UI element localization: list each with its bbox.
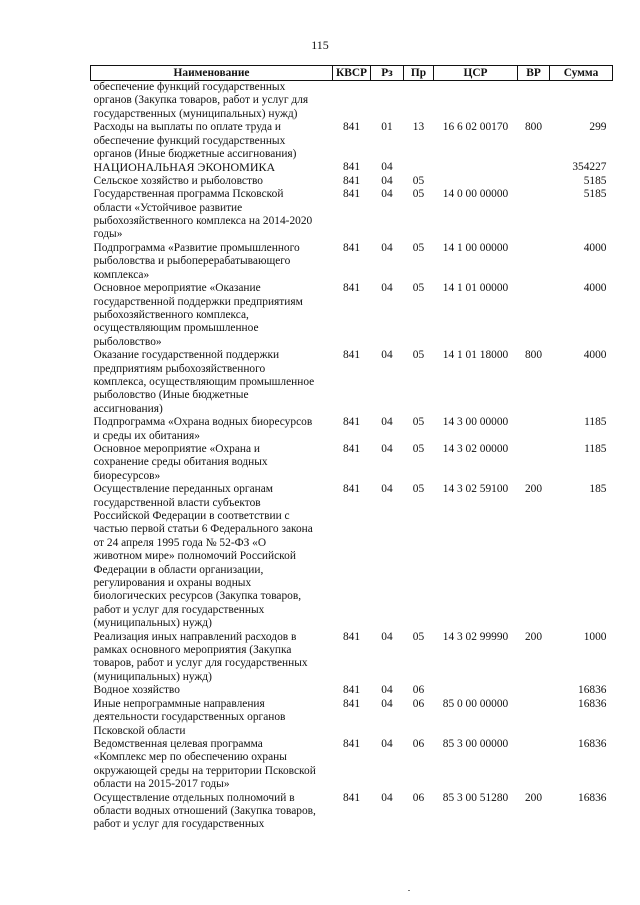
row-name — [91, 121, 333, 161]
row-kvsr: 841 — [342, 282, 361, 295]
row-sum: 1185 — [584, 442, 607, 455]
row-kvsr: 841 — [342, 737, 361, 750]
row-kvsr: 841 — [342, 161, 361, 174]
row-csr — [434, 161, 518, 174]
row-name — [91, 416, 333, 443]
row-csr: 14 3 02 00000 — [442, 442, 509, 455]
table-row — [91, 81, 613, 122]
row-sum: 1185 — [584, 416, 607, 429]
row-rz: 04 — [381, 174, 393, 187]
row-name-line: сохранение среды обитания водных — [93, 456, 268, 469]
header-kvsr: КВСР — [333, 66, 371, 81]
row-kvsr: 841 — [342, 791, 361, 804]
row-name — [91, 175, 333, 188]
header-pr: Пр — [404, 66, 434, 81]
row-vr — [518, 81, 550, 122]
row-name-line: предприятиям рыбохозяйственного — [93, 362, 266, 375]
table-row — [91, 188, 613, 242]
table-row — [91, 631, 613, 685]
row-name-line: обеспечение функций государственных — [93, 81, 286, 93]
row-csr: 85 3 00 51280 — [442, 791, 509, 804]
row-name — [91, 81, 333, 122]
row-name-line: Псковской области — [93, 724, 186, 737]
row-kvsr: 841 — [342, 684, 361, 697]
row-kvsr: 841 — [342, 442, 361, 455]
table-row — [91, 698, 613, 738]
row-rz: 04 — [381, 416, 393, 429]
row-sum: 4000 — [583, 282, 607, 295]
row-pr: 06 — [412, 737, 425, 750]
row-kvsr: 841 — [342, 174, 361, 187]
row-vr — [518, 282, 550, 349]
row-name-line: органов (Закупка товаров, работ и услуг для — [93, 94, 309, 107]
row-name-line: НАЦИОНАЛЬНАЯ ЭКОНОМИКА — [93, 160, 276, 175]
row-vr — [518, 416, 550, 443]
table-row — [91, 349, 613, 416]
row-vr: 200 — [524, 630, 543, 643]
row-pr: 05 — [412, 483, 425, 496]
row-pr — [404, 161, 434, 174]
row-name-line: Оказание государственной поддержки — [93, 349, 280, 362]
row-sum — [550, 81, 613, 122]
row-rz: 04 — [381, 349, 393, 362]
row-name-line: деятельности государственных органов — [93, 711, 286, 724]
row-kvsr: 841 — [342, 121, 361, 134]
row-name-line: Федерации в области организации, — [93, 563, 264, 576]
row-name-line: Сельское хозяйство и рыболовство — [93, 174, 263, 187]
row-kvsr: 841 — [342, 188, 361, 201]
row-rz: 01 — [381, 121, 393, 134]
row-name — [91, 188, 333, 242]
header-name: Наименование — [91, 66, 333, 81]
row-name-line: частью первой статьи 6 Федерального закона — [93, 523, 313, 536]
table-row — [91, 684, 613, 697]
table-row — [91, 738, 613, 792]
row-kvsr: 841 — [342, 697, 361, 710]
row-csr: 85 0 00 00000 — [442, 697, 509, 710]
row-name-line: комплекса, осуществляющим промышленное — [93, 375, 315, 388]
row-name-line: Осуществление отдельных полномочий в — [93, 791, 295, 804]
row-rz: 04 — [381, 241, 393, 254]
row-rz: 04 — [381, 697, 393, 710]
table-row — [91, 483, 613, 630]
row-sum: 1000 — [583, 630, 607, 643]
row-name-line: Основное мероприятие «Оказание — [93, 282, 261, 295]
row-name-line: и среды их обитания» — [93, 429, 200, 442]
row-name-line: Подпрограмма «Развитие промышленного — [93, 241, 300, 254]
row-name — [91, 483, 333, 630]
row-name — [91, 792, 333, 832]
row-name-line: годы» — [93, 228, 123, 241]
row-name-line: Государственная программа Псковской — [93, 188, 284, 201]
row-csr — [434, 175, 518, 188]
row-vr — [518, 684, 550, 697]
row-csr: 14 3 02 59100 — [442, 483, 509, 496]
row-rz: 04 — [381, 483, 393, 496]
row-kvsr: 841 — [342, 349, 361, 362]
row-name-line: работ и услуг для государственных — [93, 603, 265, 616]
table-row — [91, 175, 613, 188]
row-name-line: биоресурсов» — [93, 469, 161, 482]
row-pr: 05 — [412, 442, 425, 455]
row-rz: 04 — [381, 161, 393, 174]
row-name — [91, 684, 333, 697]
table-row — [91, 792, 613, 832]
table-body — [91, 81, 613, 832]
row-name-line: Основное мероприятие «Охрана и — [93, 442, 261, 455]
row-name-line: рыбохозяйственного комплекса на 2014-2020 — [93, 215, 313, 228]
row-pr: 05 — [412, 630, 425, 643]
row-pr: 05 — [412, 174, 425, 187]
row-kvsr — [333, 81, 371, 122]
row-kvsr: 841 — [342, 630, 361, 643]
row-name-line: осуществляющим промышленное — [93, 322, 259, 335]
row-name — [91, 698, 333, 738]
row-name-line: рыболовство (Иные бюджетные — [93, 389, 249, 402]
header-sum: Сумма — [550, 66, 613, 81]
row-pr: 05 — [412, 241, 425, 254]
row-name — [91, 443, 333, 483]
row-name-line: от 24 апреля 1995 года № 52-ФЗ «О — [93, 536, 267, 549]
row-csr — [434, 81, 518, 122]
row-kvsr: 841 — [342, 416, 361, 429]
row-rz — [371, 81, 404, 122]
row-kvsr: 841 — [342, 241, 361, 254]
page-number: 115 — [311, 38, 329, 52]
row-kvsr: 841 — [342, 483, 361, 496]
row-name-line: государственной власти субъектов — [93, 496, 261, 509]
row-sum: 16836 — [578, 791, 607, 804]
row-rz: 04 — [381, 282, 393, 295]
row-pr: 05 — [412, 282, 425, 295]
row-name-line: (муниципальных) нужд) — [93, 617, 212, 630]
row-rz: 04 — [381, 737, 393, 750]
row-pr — [404, 81, 434, 122]
row-name — [91, 631, 333, 685]
row-vr: 200 — [524, 483, 543, 496]
row-csr: 14 3 02 99990 — [442, 630, 509, 643]
row-rz: 04 — [381, 188, 393, 201]
row-name-line: области водных отношений (Закупка товаров, — [93, 804, 316, 817]
row-name-line: рыболовства и рыбоперерабатывающего — [93, 255, 291, 268]
header-rz: Рз — [371, 66, 404, 81]
row-name — [91, 161, 333, 174]
row-name-line: Расходы на выплаты по оплате труда и — [93, 121, 281, 134]
row-name-line: животном мире» полномочий Российской — [93, 550, 296, 563]
row-name — [91, 282, 333, 349]
row-vr — [518, 161, 550, 174]
row-name-line: биологических ресурсов (Закупка товаров, — [93, 590, 302, 603]
row-vr: 800 — [524, 349, 543, 362]
row-vr: 200 — [524, 791, 543, 804]
row-rz: 04 — [381, 630, 393, 643]
row-sum: 16836 — [578, 684, 607, 697]
table-row — [91, 416, 613, 443]
table-row — [91, 242, 613, 282]
table-header-row — [91, 66, 613, 81]
header-csr: ЦСР — [434, 66, 518, 81]
row-name-line: государственных (муниципальных) нужд) — [93, 107, 298, 120]
row-name-line: товаров, работ и услуг для государственных — [93, 657, 308, 670]
row-name-line: Ведомственная целевая программа — [93, 737, 263, 750]
row-name-line: рыболовство» — [93, 335, 162, 348]
row-pr: 06 — [412, 684, 425, 697]
row-sum: 354227 — [572, 161, 607, 174]
table-row — [91, 161, 613, 174]
row-name-line: Водное хозяйство — [93, 684, 180, 697]
row-name-line: Осуществление переданных органам — [93, 483, 274, 496]
row-vr — [518, 188, 550, 242]
row-csr: 16 6 02 00170 — [442, 121, 509, 134]
row-name-line: комплекса» — [93, 268, 150, 281]
row-pr: 06 — [412, 697, 425, 710]
row-pr: 05 — [412, 416, 425, 429]
row-name — [91, 242, 333, 282]
row-name-line: области на 2015-2017 годы» — [93, 778, 230, 791]
row-vr — [518, 738, 550, 792]
row-vr — [518, 242, 550, 282]
row-csr — [434, 684, 518, 697]
table-row — [91, 282, 613, 349]
row-name — [91, 349, 333, 416]
row-sum: 185 — [589, 483, 607, 496]
row-name-line: органов (Иные бюджетные ассигнования) — [93, 148, 297, 161]
row-name-line: окружающей среды на территории Псковской — [93, 764, 316, 777]
row-csr: 14 1 01 18000 — [442, 349, 509, 362]
row-name-line: рамках основного мероприятия (Закупка — [93, 644, 292, 657]
row-name-line: Иные непрограммные направления — [93, 697, 265, 710]
row-csr: 14 3 00 00000 — [442, 416, 509, 429]
row-name-line: ассигнования) — [93, 402, 163, 415]
table-row — [91, 121, 613, 161]
row-rz: 04 — [381, 791, 393, 804]
row-csr: 14 1 00 00000 — [442, 241, 509, 254]
budget-table — [90, 65, 613, 832]
row-sum: 299 — [589, 121, 607, 134]
row-name-line: Реализация иных направлений расходов в — [93, 630, 297, 643]
row-pr: 06 — [412, 791, 425, 804]
row-pr: 05 — [412, 349, 425, 362]
row-name-line: обеспечение функций государственных — [93, 134, 286, 147]
row-name-line: работ и услуг для государственных — [93, 818, 265, 831]
row-vr: 800 — [524, 121, 543, 134]
header-vr: ВР — [518, 66, 550, 81]
row-rz: 04 — [381, 684, 393, 697]
row-name-line: области «Устойчивое развитие — [93, 201, 243, 214]
row-pr: 05 — [412, 188, 425, 201]
row-name-line: Подпрограмма «Охрана водных биоресурсов — [93, 416, 313, 429]
row-sum: 4000 — [583, 241, 607, 254]
table-row — [91, 443, 613, 483]
row-name-line: Российской Федерации в соответствии с — [93, 510, 290, 522]
row-rz: 04 — [381, 442, 393, 455]
row-name — [91, 738, 333, 792]
row-vr — [518, 443, 550, 483]
row-sum: 4000 — [583, 349, 607, 362]
row-name-line: рыбохозяйственного комплекса, — [93, 308, 249, 321]
row-name-line: «Комплекс мер по обеспечению охраны — [93, 751, 287, 764]
row-pr: 13 — [412, 121, 425, 134]
row-name-line: государственной поддержки предприятиям — [93, 295, 303, 308]
row-sum: 5185 — [583, 188, 607, 201]
scan-speck — [408, 890, 410, 891]
row-csr: 14 1 01 00000 — [442, 282, 509, 295]
row-sum: 16836 — [578, 697, 607, 710]
row-csr: 14 0 00 00000 — [442, 188, 509, 201]
row-sum: 5185 — [583, 174, 607, 187]
row-csr: 85 3 00 00000 — [442, 737, 509, 750]
row-vr — [518, 175, 550, 188]
row-name-line: регулирования и охраны водных — [93, 577, 252, 590]
row-name-line: (муниципальных) нужд) — [93, 670, 212, 683]
row-vr — [518, 698, 550, 738]
row-sum: 16836 — [578, 737, 607, 750]
